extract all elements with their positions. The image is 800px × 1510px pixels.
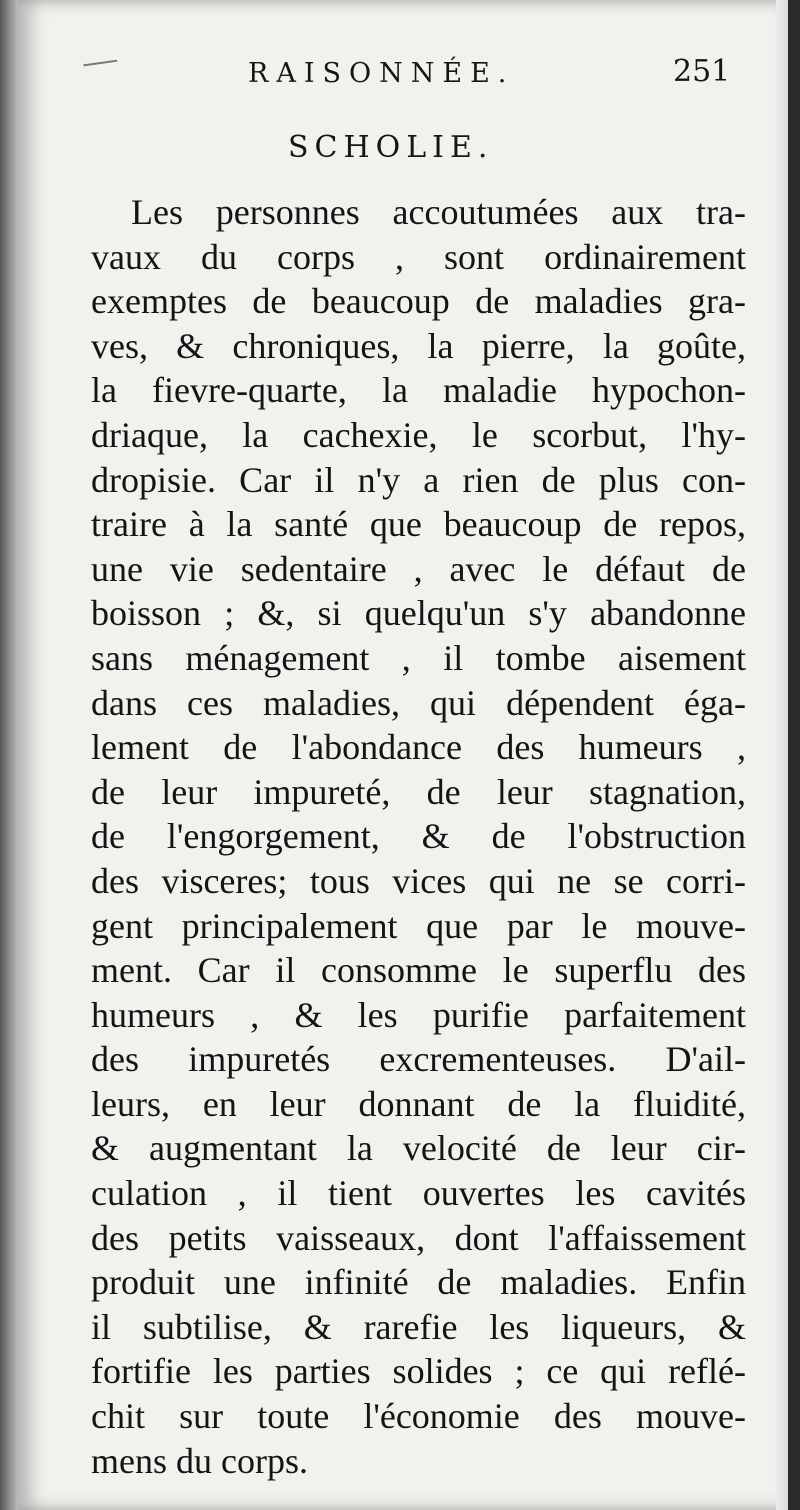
text-line: de leur impureté, de leur stagnation,: [91, 771, 746, 812]
text-line: de l'engorgement, & de l'obstruction: [91, 816, 746, 857]
text-line: dans ces maladies, qui dépendent éga-: [91, 682, 746, 723]
text-line: gent principalement que par le mouve-: [91, 905, 746, 946]
text-line: fortifie les parties solides ; ce qui reflé-: [91, 1351, 746, 1392]
text-line: mens du corps.: [91, 1440, 308, 1481]
text-line: driaque, la cachexie, le scorbut, l'hy-: [91, 414, 746, 455]
running-head: RAISONNÉE.: [248, 58, 515, 89]
text-line: ves, & chroniques, la pierre, la goûte,: [91, 325, 746, 366]
text-line: boisson ; &, si quelqu'un s'y abandonne: [91, 593, 746, 634]
text-line: sans ménagement , il tombe aisement: [91, 637, 746, 678]
page-number: 251: [673, 54, 731, 89]
text-line: une vie sedentaire , avec le défaut de: [91, 548, 746, 589]
page-edge: [776, 0, 788, 1510]
text-line: exemptes de beaucoup de maladies gra-: [91, 281, 746, 322]
section-title: SCHOLIE.: [288, 130, 494, 165]
text-line: ment. Car il consomme le superflu des: [91, 950, 746, 991]
text-line: vaux du corps , sont ordinairement: [91, 236, 746, 277]
text-line: leurs, en leur donnant de la fluidité,: [91, 1083, 746, 1124]
text-line: la fievre-quarte, la maladie hypochon-: [91, 370, 746, 411]
text-line: Les personnes accoutumées aux tra-: [131, 192, 746, 232]
body-text: [91, 190, 746, 1483]
text-line: des impuretés excrementeuses. D'ail-: [91, 1039, 746, 1080]
text-line: chit sur toute l'économie des mouve-: [91, 1396, 746, 1437]
ink-mark: [83, 60, 118, 77]
text-line: humeurs , & les purifie parfaitement: [91, 994, 746, 1035]
text-line: lement de l'abondance des humeurs ,: [91, 727, 746, 768]
text-line: des petits vaisseaux, dont l'affaissement: [91, 1217, 746, 1258]
text-line: dropisie. Car il n'y a rien de plus con-: [91, 459, 746, 500]
text-line: il subtilise, & rarefie les liqueurs, &: [91, 1306, 746, 1347]
text-line: des visceres; tous vices qui ne se corri-: [91, 860, 746, 901]
text-line: produit une infinité de maladies. Enfin: [91, 1262, 746, 1303]
text-line: & augmentant la velocité de leur cir-: [91, 1128, 746, 1169]
book-page: [18, 0, 788, 1510]
text-line: culation , il tient ouvertes les cavités: [91, 1173, 746, 1214]
text-line: traire à la santé que beaucoup de repos,: [91, 504, 746, 545]
